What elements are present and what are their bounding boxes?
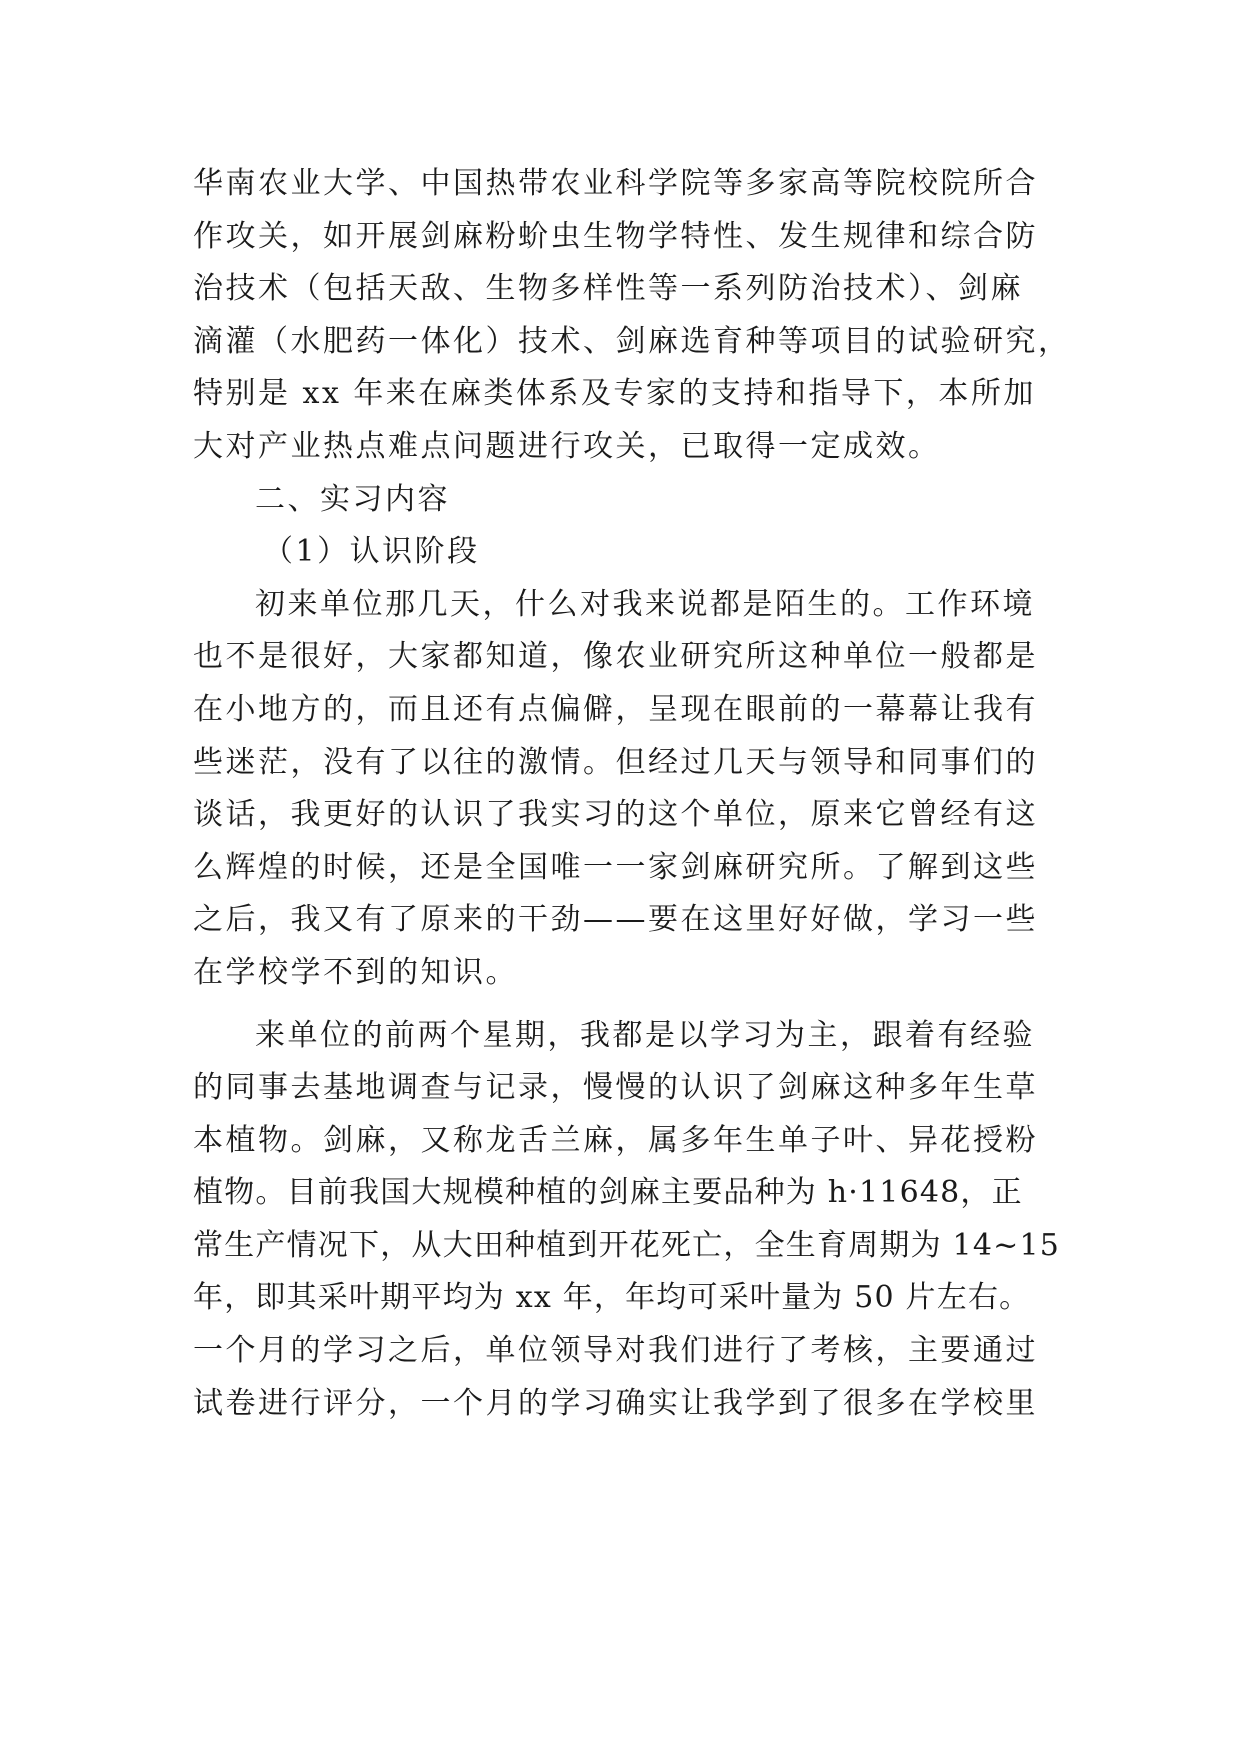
- section-heading: 二、实习内容: [255, 481, 450, 517]
- text-line: 滴灌（水肥药一体化）技术、剑麻选育种等项目的试验研究，: [193, 323, 1071, 359]
- text-line: 大对产业热点难点问题进行攻关，已取得一定成效。: [193, 428, 941, 464]
- subsection-heading: （1）认识阶段: [263, 534, 480, 570]
- text-line: 作攻关，如开展剑麻粉蚧虫生物学特性、发生规律和综合防: [193, 218, 1038, 254]
- text-line: 常生产情况下，从大田种植到开花死亡，全生育周期为 14~15: [193, 1227, 1061, 1263]
- text-line: 在学校学不到的知识。: [193, 954, 518, 990]
- text-line: 本植物。剑麻，又称龙舌兰麻，属多年生单子叶、异花授粉: [193, 1122, 1038, 1158]
- document-body: [193, 158, 1073, 1430]
- text-line: 试卷进行评分，一个月的学习确实让我学到了很多在学校里: [193, 1385, 1038, 1421]
- text-line: 来单位的前两个星期，我都是以学习为主，跟着有经验: [255, 1017, 1035, 1053]
- text-line: 么辉煌的时候，还是全国唯一一家剑麻研究所。了解到这些: [193, 849, 1038, 885]
- text-line: 的同事去基地调查与记录，慢慢的认识了剑麻这种多年生草: [193, 1070, 1038, 1106]
- text-line: 特别是 xx 年来在麻类体系及专家的支持和指导下，本所加: [193, 376, 1036, 412]
- text-line: 之后，我又有了原来的干劲——要在这里好好做，学习一些: [193, 902, 1038, 938]
- text-line: 谈话，我更好的认识了我实习的这个单位，原来它曾经有这: [193, 797, 1038, 833]
- text-line: 一个月的学习之后，单位领导对我们进行了考核，主要通过: [193, 1333, 1038, 1369]
- text-line: 年，即其采叶期平均为 xx 年，年均可采叶量为 50 片左右。: [193, 1280, 1031, 1316]
- text-line: 植物。目前我国大规模种植的剑麻主要品种为 h·11648，正: [193, 1175, 1023, 1211]
- text-line: 治技术（包括天敌、生物多样性等一系列防治技术）、剑麻: [193, 271, 1023, 307]
- text-line: 华南农业大学、中国热带农业科学院等多家高等院校院所合: [193, 166, 1038, 201]
- paragraph-gap: [193, 1000, 1073, 1010]
- text-line: 些迷茫，没有了以往的激情。但经过几天与领导和同事们的: [193, 744, 1038, 780]
- text-line: 初来单位那几天，什么对我来说都是陌生的。工作环境: [255, 586, 1035, 622]
- text-line: 在小地方的，而且还有点偏僻，呈现在眼前的一幕幕让我有: [193, 691, 1038, 727]
- text-line: 也不是很好，大家都知道，像农业研究所这种单位一般都是: [193, 639, 1038, 675]
